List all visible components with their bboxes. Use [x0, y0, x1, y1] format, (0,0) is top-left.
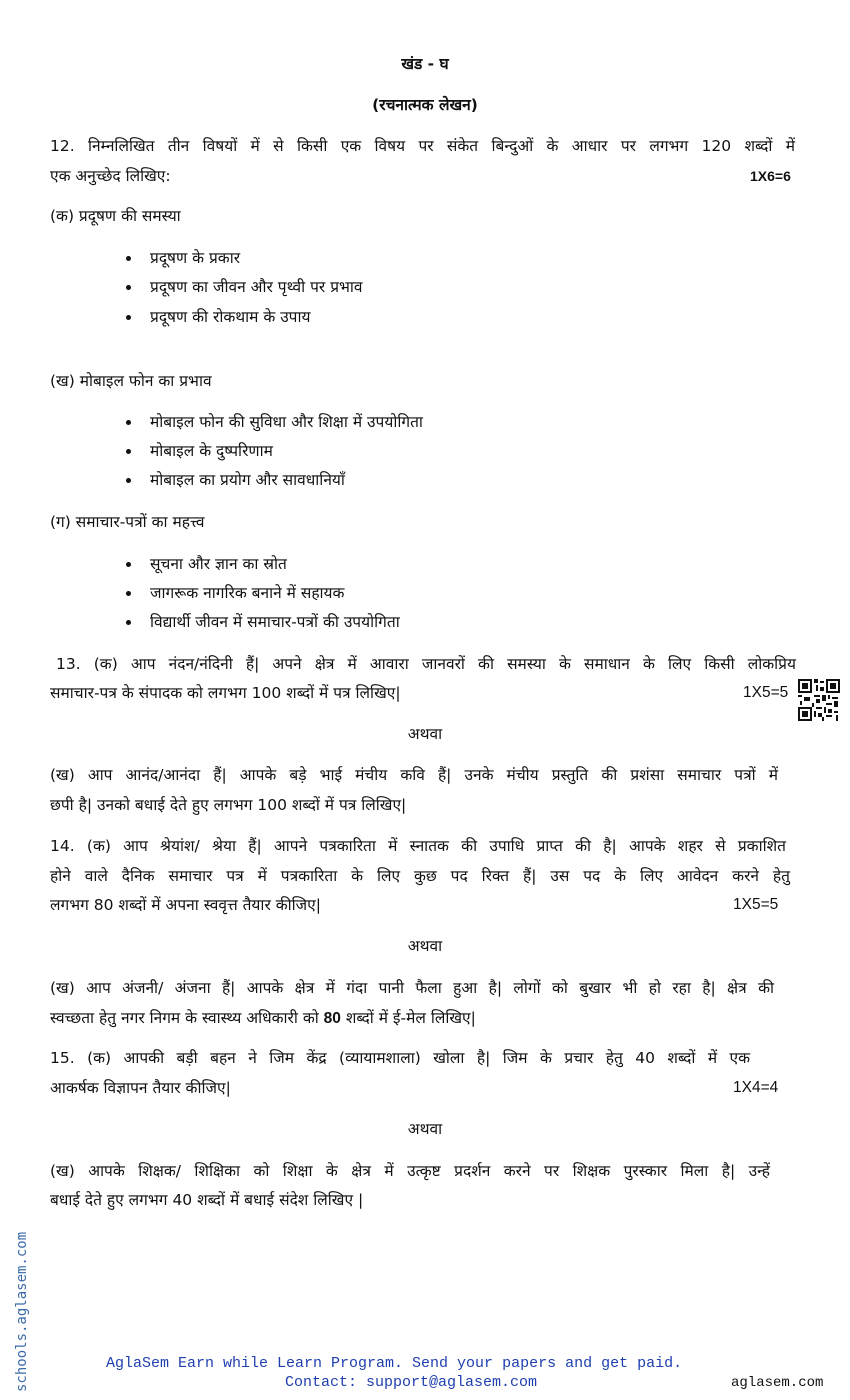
q13-marks: 1X5=5 — [743, 684, 789, 701]
q12-marks: 1X6=6 — [750, 168, 791, 184]
footer-line-1: AglaSem Earn while Learn Program. Send your papers and get paid. — [106, 1355, 683, 1372]
q14a-line-3: लगभग 80 शब्दों में अपना स्ववृत्त तैयार कीजिए| — [50, 896, 321, 914]
q15a-line-1: 15. (क) आपकी बड़ी बहन ने जिम केंद्र (व्यायामशाला) खोला है| जिम के प्रचार हेतु 40 शब्दों में एक — [50, 1049, 750, 1067]
footer-contact[interactable]: Contact: support@aglasem.com — [285, 1374, 538, 1391]
topic-point: प्रदूषण के प्रकार — [150, 249, 241, 267]
topic-heading-newspaper: (ग) समाचार-पत्रों का महत्त्व — [50, 513, 205, 531]
topic-point: सूचना और ज्ञान का स्रोत — [150, 555, 287, 573]
q12-line-2: एक अनुच्छेद लिखिए: — [50, 167, 171, 185]
side-watermark: schools.aglasem.com — [14, 1231, 30, 1392]
or-divider: अथवा — [407, 725, 443, 743]
topic-point: प्रदूषण की रोकथाम के उपाय — [150, 308, 311, 326]
topic-heading-mobile: (ख) मोबाइल फोन का प्रभाव — [50, 372, 212, 390]
topic-point: विद्यार्थी जीवन में समाचार-पत्रों की उपयोगिता — [150, 613, 400, 631]
topic-point: जागरूक नागरिक बनाने में सहायक — [150, 584, 345, 602]
q15-marks: 1X4=4 — [733, 1079, 779, 1096]
q15b-line-2: बधाई देते हुए लगभग 40 शब्दों में बधाई संदेश लिखिए | — [50, 1191, 364, 1209]
q15a-line-2: आकर्षक विज्ञापन तैयार कीजिए| — [50, 1079, 231, 1097]
or-divider: अथवा — [407, 937, 443, 955]
q13a-line-1: 13. (क) आप नंदन/नंदिनी हैं| अपने क्षेत्र में आवारा जानवरों की समस्या के समाधान के लिए किसी लोकप्रिय — [56, 655, 796, 673]
q14b-line-2: स्वच्छता हेतु नगर निगम के स्वास्थ्य अधिकारी को 80 शब्दों में ई-मेल लिखिए| — [50, 1009, 476, 1027]
topic-point: प्रदूषण का जीवन और पृथ्वी पर प्रभाव — [150, 278, 363, 296]
q13b-line-1: (ख) आप आनंद/आनंदा हैं| आपके बड़े भाई मंचीय कवि हैं| उनके मंचीय प्रस्तुति की प्रशंसा समाचार पत्रों में — [50, 766, 778, 784]
q13a-line-2: समाचार-पत्र के संपादक को लगभग 100 शब्दों में पत्र लिखिए| — [50, 684, 401, 702]
q15b-line-1: (ख) आपके शिक्षक/ शिक्षिका को शिक्षा के क्षेत्र में उत्कृष्ट प्रदर्शन करने पर शिक्षक पुरस्कार मिला है| उन्हें — [50, 1162, 770, 1180]
q14b-line-1: (ख) आप अंजनी/ अंजना हैं| आपके क्षेत्र में गंदा पानी फैला हुआ है| लोगों को बुखार भी हो रहा है| क्षेत्र की — [50, 979, 774, 997]
q14a-line-2: होने वाले दैनिक समाचार पत्र में पत्रकारिता के लिए कुछ पद रिक्त हैं| उस पद के लिए आवेदन करने हेतु — [50, 867, 790, 885]
topic-heading-pollution: (क) प्रदूषण की समस्या — [50, 207, 181, 225]
footer-site-link[interactable]: aglasem.com — [731, 1375, 824, 1391]
q12-line-1: 12. निम्नलिखित तीन विषयों में से किसी एक विषय पर संकेत बिन्दुओं के आधार पर लगभग 120 शब्दों में — [50, 137, 795, 155]
or-divider: अथवा — [407, 1120, 443, 1138]
topic-point: मोबाइल के दुष्परिणाम — [150, 442, 273, 460]
section-title: खंड - घ — [401, 55, 449, 73]
qr-code-icon — [798, 679, 840, 721]
section-subtitle: (रचनात्मक लेखन) — [372, 96, 478, 114]
topic-point: मोबाइल फोन की सुविधा और शिक्षा में उपयोगिता — [150, 413, 423, 431]
q13b-line-2: छपी है| उनको बधाई देते हुए लगभग 100 शब्दों में पत्र लिखिए| — [50, 796, 407, 814]
q14-marks: 1X5=5 — [733, 896, 779, 913]
q14a-line-1: 14. (क) आप श्रेयांश/ श्रेया हैं| आपने पत्रकारिता में स्नातक की उपाधि प्राप्त की है| आपके शहर से प्रकाशित — [50, 837, 786, 855]
topic-point: मोबाइल का प्रयोग और सावधानियाँ — [150, 471, 345, 489]
